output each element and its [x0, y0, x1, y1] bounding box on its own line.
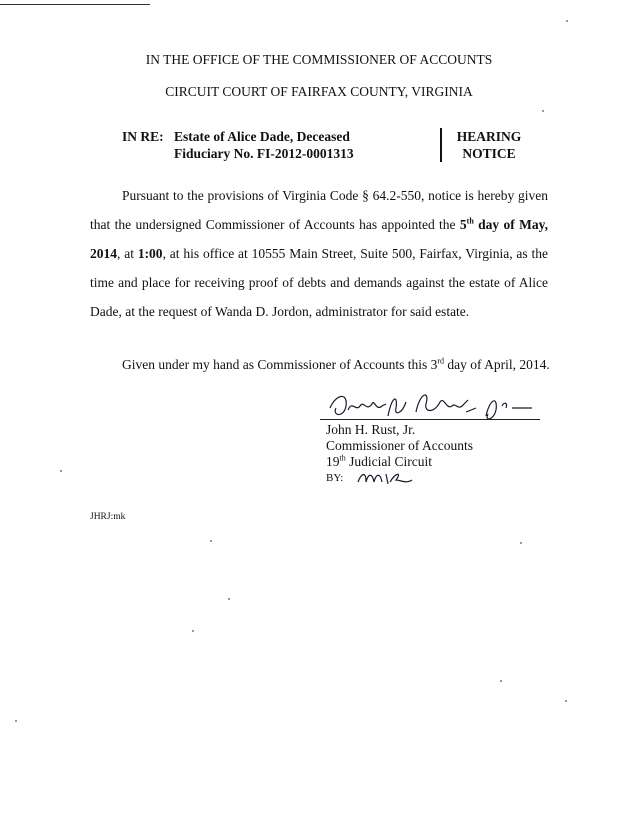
signer-name: John H. Rust, Jr.: [326, 422, 416, 437]
notice-title: [452, 128, 526, 162]
notice-title-line2: NOTICE: [462, 146, 516, 161]
top-rule: [0, 4, 150, 5]
hearing-day-suffix: th: [466, 216, 474, 226]
court-heading: CIRCUIT COURT OF FAIRFAX COUNTY, VIRGINIA: [165, 84, 473, 99]
handwritten-initials: [356, 468, 426, 488]
given-text: Given under my hand as Commissioner of Accounts this 3: [122, 357, 438, 372]
scan-speck: [566, 20, 568, 22]
notice-text: , at his office at 10555 Main Street, Suite 500, Fairfax, Virginia, as the time and place for receiving proof of debts and demands against the estate of Alice Dade, at the request of Wanda D. Jordon, administrator for said estate.: [90, 246, 549, 319]
signer-title: Commissioner of Accounts: [326, 438, 473, 453]
circuit-number: 19: [326, 454, 340, 469]
case-caption: [174, 128, 354, 162]
hearing-day: 5: [459, 217, 467, 232]
scan-speck: [15, 720, 17, 722]
circuit-suffix: th: [339, 453, 346, 463]
given-paragraph: [122, 350, 562, 379]
scan-speck: [520, 542, 522, 544]
signature-line: [320, 419, 540, 420]
scan-speck: [192, 630, 194, 632]
scan-speck: [500, 680, 502, 682]
typist-initials: JHRJ:mk: [90, 512, 126, 522]
notice-paragraph: [90, 181, 548, 326]
notice-text: , at: [117, 246, 138, 261]
notice-title-line1: HEARING: [456, 129, 522, 144]
scan-speck: [210, 540, 212, 542]
hearing-month-year: day of May, 2014: [90, 217, 548, 261]
estate-name: Estate of Alice Dade, Deceased: [174, 129, 350, 144]
scan-speck: [60, 470, 62, 472]
scan-speck: [228, 598, 230, 600]
by-label: BY:: [326, 472, 344, 484]
circuit-label: Judicial Circuit: [345, 454, 432, 469]
scan-speck: [542, 110, 544, 112]
scan-speck: [565, 700, 567, 702]
given-text: day of April, 2014.: [444, 357, 550, 372]
hearing-time: 1:00: [137, 246, 163, 261]
given-day-suffix: rd: [437, 356, 445, 366]
caption-divider: [440, 128, 442, 162]
notice-text: Pursuant to the provisions of Virginia Code § 64.2-550, notice is hereby given that the undersigned Commissioner of Accounts has appointed the: [90, 188, 548, 232]
office-heading: IN THE OFFICE OF THE COMMISSIONER OF ACCOUNTS: [145, 52, 493, 67]
in-re-label: IN RE:: [122, 129, 164, 144]
fiduciary-number: Fiduciary No. FI-2012-0001313: [174, 146, 354, 161]
